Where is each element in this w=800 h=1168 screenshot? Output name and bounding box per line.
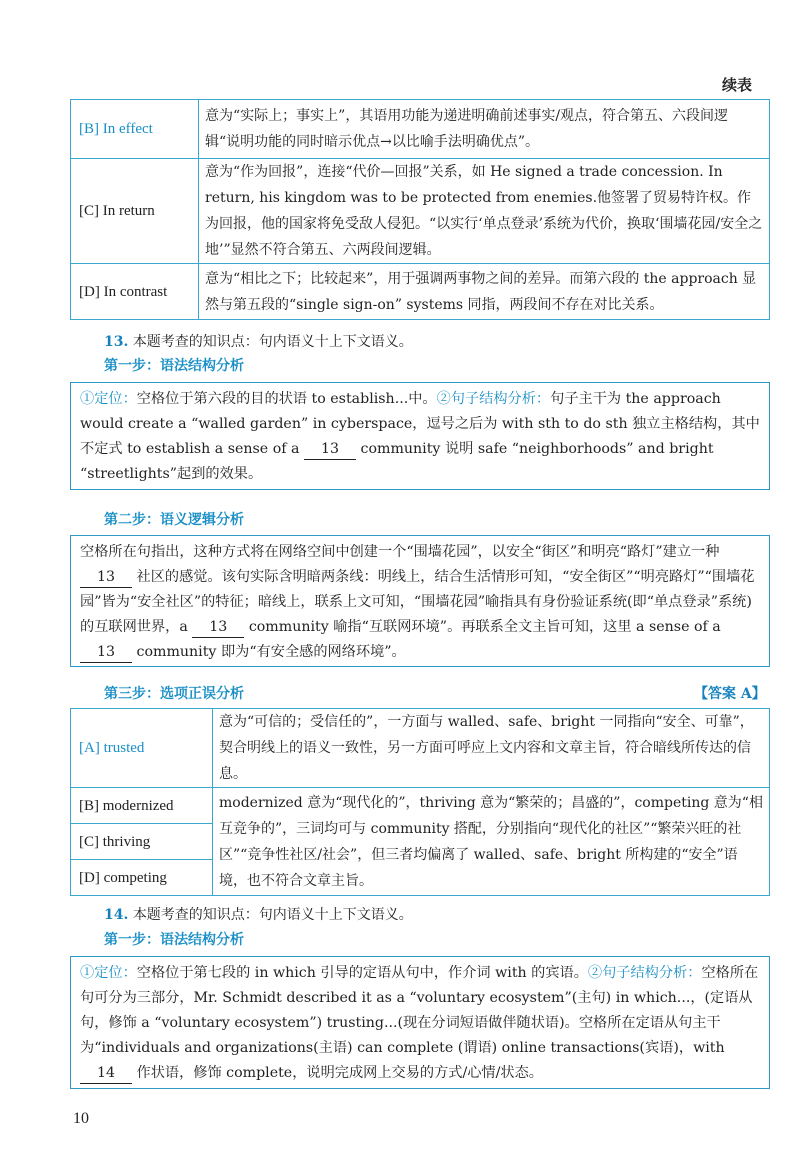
q14-step1-title: 第一步：语法结构分析 (104, 932, 244, 948)
options-table-q13 (70, 708, 770, 896)
structure-text: 句子主干为 the approach would create a “walled garden” in cyberspace，逗号之后为 with sth to do sth 独立主格结构，其中不定式 to establish a sense of a (80, 391, 760, 457)
q14-title-text: 本题考查的知识点：句内语义十上下文语义。 (132, 907, 413, 923)
answer-label: 【答案 A】 (694, 686, 766, 702)
structure-text: 空格所在句可分为三部分，Mr. Schmidt described it as a “voluntary ecosystem”(主句) in which...，(定语从句，修饰 a “voluntary ecosystem”) trusting...(现在分词短语做伴随状语)。空格所在定语从句主干为“individuals and organizations(主语) can complete (谓语) online transactions(宾语)，with (80, 965, 759, 1056)
table-row (71, 788, 770, 824)
q13-title-text: 本题考查的知识点：句内语义十上下文语义。 (132, 334, 413, 350)
q13-step1-title: 第一步：语法结构分析 (104, 358, 244, 374)
option-b-explanation: 意为“实际上；事实上”，其语用功能为递进明确前述事实/观点，符合第五、六段间逻辑“说明功能的同时暗示优点→以比喻手法明确优点”。 (199, 100, 770, 159)
option-d-in-contrast: [D] In contrast (71, 264, 199, 320)
blank-13: 13 (80, 642, 132, 663)
option-d-explanation: 意为“相比之下；比较起来”，用于强调两事物之间的差异。而第六段的 the approach 显然与第五段的“single sign-on” systems 同指，两段间不存在对比关系。 (199, 264, 770, 320)
semantic-text-3: community 喻指“互联网环境”。再联系全文主旨可知，这里 a sense of a (248, 619, 721, 635)
locate-label: ①定位： (80, 391, 137, 407)
structure-text-end: 作状语，修饰 complete，说明完成网上交易的方式/心情/状态。 (136, 1065, 543, 1081)
option-c-thriving: [C] thriving (71, 824, 213, 860)
semantic-text-1: 空格所在句指出，这种方式将在网络空间中创建一个“围墙花园”，以安全“街区”和明亮“路灯”建立一种 (80, 544, 720, 560)
option-d-competing: [D] competing (71, 860, 213, 896)
q13-step3-title: 第三步：选项正误分析 (104, 686, 244, 702)
locate-text: 空格位于第七段的 in which 引导的定语从句中，作介词 with 的宾语。 (136, 965, 588, 981)
option-a-explanation: 意为“可信的；受信任的”，一方面与 walled、safe、bright 一同指向“安全、可靠”，契合明线上的语义一致性，另一方面可呼应上文内容和文章主旨，符合暗线所传达的信息。 (213, 709, 770, 788)
blank-13: 13 (80, 567, 132, 588)
continued-label: 续表 (722, 76, 753, 94)
option-c-explanation: 意为“作为回报”，连接“代价—回报”关系，如 He signed a trade concession. In return, his kingdom was to be protected from enemies.他签署了贸易特许权。作为回报，他的国家将免受敌人侵犯。“以实行‘单点登录’系统为代价，换取‘围墙花园/安全之地’”显然不符合第五、六两段间逻辑。 (199, 159, 770, 264)
table-row (71, 264, 770, 320)
q13-number: 13. (104, 334, 129, 350)
q13-title (104, 331, 413, 351)
q13-step2-title: 第二步：语义逻辑分析 (104, 512, 244, 528)
q14-title (104, 904, 413, 924)
blank-13: 13 (304, 439, 356, 460)
locate-text: 空格位于第六段的目的状语 to establish...中。 (136, 391, 437, 407)
q14-number: 14. (104, 907, 129, 923)
table-row (71, 709, 770, 788)
blank-14: 14 (80, 1063, 132, 1084)
options-bcd-explanation: modernized 意为“现代化的”，thriving 意为“繁荣的；昌盛的”，competing 意为“相互竞争的”，三词均可与 community 搭配，分别指向“现代化的社区”“繁荣兴旺的社区”“竞争性社区/社会”，但三者均偏离了 walled、safe、bright 所构建的“安全”语境，也不符合文章主旨。 (213, 788, 770, 896)
structure-label: ②句子结构分析： (587, 965, 702, 981)
table-row (71, 159, 770, 264)
option-a-trusted: [A] trusted (71, 709, 213, 788)
blank-13: 13 (192, 617, 244, 638)
structure-label: ②句子结构分析： (436, 391, 551, 407)
options-table-q12 (70, 99, 770, 320)
semantic-text-2: 社区的感觉。该句实际含明暗两条线：明线上，结合生活情形可知，“安全街区”“明亮路灯”“围墙花园”皆为“安全社区”的特征；暗线上，联系上文可知，“围墙花园”喻指具有身份验证系统(即“单点登录”系统)的互联网世界，a (80, 569, 755, 635)
locate-label: ①定位： (80, 965, 137, 981)
table-row (71, 100, 770, 159)
structure-text-end: community 说明 safe “neighborhoods” and bright “streetlights”起到的效果。 (80, 441, 714, 482)
page-number: 10 (73, 1110, 89, 1127)
option-b-in-effect: [B] In effect (71, 100, 199, 159)
q13-grammar-box (70, 382, 770, 490)
option-b-modernized: [B] modernized (71, 788, 213, 824)
semantic-text-4: community 即为“有安全感的网络环境”。 (136, 644, 406, 660)
q14-grammar-box (70, 956, 770, 1089)
option-c-in-return: [C] In return (71, 159, 199, 264)
q13-semantic-box (70, 535, 770, 667)
